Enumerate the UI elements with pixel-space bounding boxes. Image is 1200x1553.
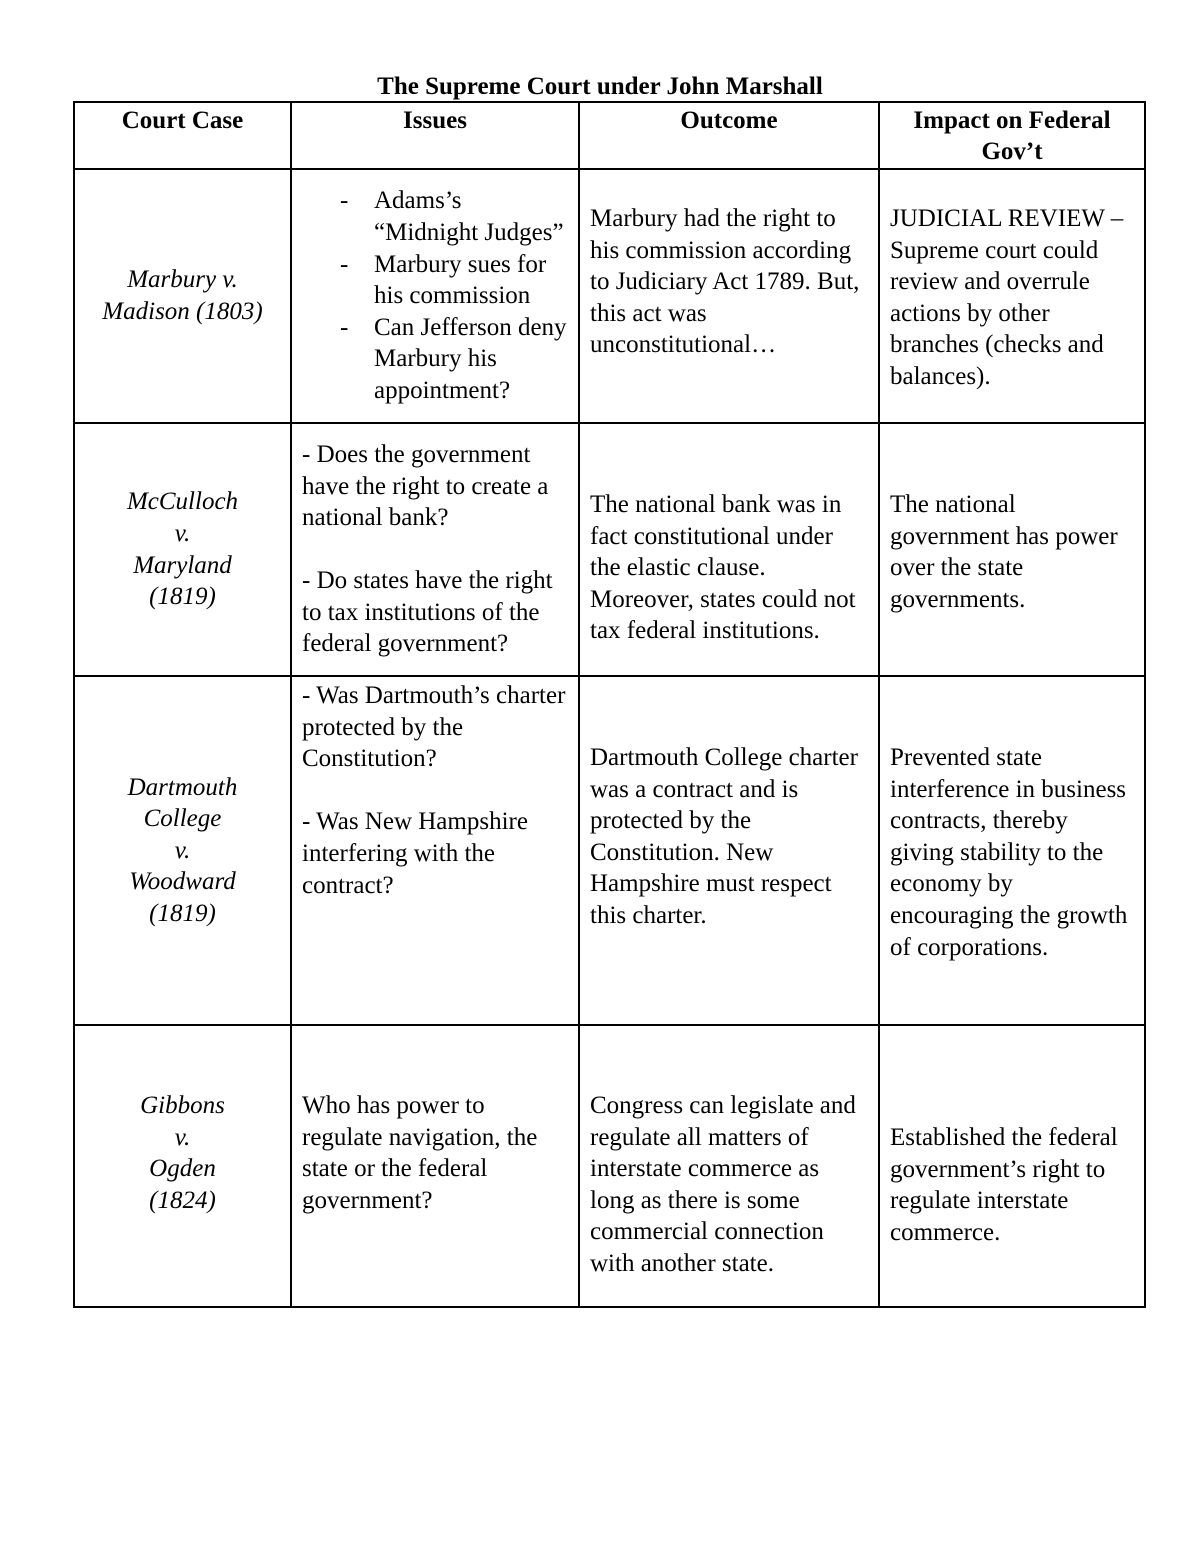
header-row	[74, 102, 1145, 169]
case-name-line: v.	[174, 836, 191, 864]
case-name-line: Gibbons	[140, 1092, 225, 1119]
issues-cell	[291, 1025, 579, 1307]
case-name-cell	[74, 1025, 291, 1307]
issues-cell	[291, 169, 579, 423]
issues-list	[302, 185, 568, 406]
case-name-line: Dartmouth	[127, 773, 238, 801]
impact-cell	[879, 1025, 1145, 1307]
issue-item: - Marbury sues for his commission	[374, 249, 568, 312]
issue-paragraph: Who has power to regulate navigation, the state or the federal government?	[302, 1092, 538, 1214]
outcome-text: Dartmouth College charter was a contract and is protected by the Constitution. New Hampshire must respect this charter.	[590, 744, 858, 929]
impact-text: JUDICIAL REVIEW – Supreme court could review and overrule actions by other branches (checks and balances).	[890, 205, 1124, 390]
issue-item: - Adams’s “Midnight Judges”	[374, 185, 568, 248]
impact-text: The national government has power over the state governments.	[890, 491, 1118, 613]
case-name-cell	[74, 423, 291, 676]
issue-item: - Can Jefferson deny Marbury his appointment?	[374, 312, 568, 407]
issue-paragraph: - Was Dartmouth’s charter protected by the Constitution?	[302, 682, 566, 773]
issue-paragraph: - Was New Hampshire interfering with the contract?	[302, 808, 528, 899]
outcome-cell	[579, 1025, 879, 1307]
case-name-line: (1824)	[149, 1186, 216, 1214]
case-name-line: (1819)	[149, 583, 216, 611]
case-name-line: Marbury v.	[127, 266, 238, 294]
case-name-line: v.	[174, 1123, 191, 1151]
issue-paragraph: - Do states have the right to tax institutions of the federal government?	[302, 567, 553, 658]
marshall-court-table	[73, 101, 1146, 1308]
header-issues: Issues	[291, 102, 579, 169]
outcome-text: The national bank was in fact constitutional under the elastic clause. Moreover, states could not tax federal institutions.	[590, 491, 856, 645]
case-name-line: McCulloch	[126, 488, 239, 516]
impact-text: Prevented state interference in business contracts, thereby giving stability to the economy by encouraging the growth of corporations.	[890, 744, 1128, 961]
case-name-cell	[74, 676, 291, 1025]
outcome-cell	[579, 676, 879, 1025]
issues-cell	[291, 676, 579, 1025]
table-row	[74, 169, 1145, 423]
outcome-text: Marbury had the right to his commission according to Judiciary Act 1789. But, this act was unconstitutional…	[590, 205, 860, 359]
case-name-cell	[74, 169, 291, 423]
table-row	[74, 1025, 1145, 1307]
case-name-line: (1819)	[149, 899, 216, 927]
case-name-line: Ogden	[149, 1155, 216, 1183]
case-name-line: v.	[174, 519, 191, 547]
header-outcome: Outcome	[579, 102, 879, 169]
outcome-cell	[579, 169, 879, 423]
outcome-text: Congress can legislate and regulate all matters of interstate commerce as long as there is some commercial connection with another state.	[590, 1092, 856, 1277]
case-name-line: Madison (1803)	[102, 298, 263, 325]
table-row	[74, 676, 1145, 1025]
issue-paragraph: - Does the government have the right to create a national bank?	[302, 440, 549, 532]
impact-cell	[879, 423, 1145, 676]
header-impact: Impact on Federal Gov’t	[879, 102, 1145, 169]
paragraph-gap	[302, 534, 568, 566]
header-court-case: Court Case	[74, 102, 291, 169]
paragraph-gap	[302, 775, 568, 807]
impact-text: Established the federal government’s right to regulate interstate commerce.	[890, 1124, 1118, 1246]
case-name-line: Woodward	[129, 868, 236, 896]
impact-cell	[879, 169, 1145, 423]
outcome-cell	[579, 423, 879, 676]
case-name-line: Maryland	[133, 551, 232, 579]
issues-cell	[291, 423, 579, 676]
table-row	[74, 423, 1145, 676]
document-title: The Supreme Court under John Marshall	[377, 73, 823, 100]
impact-cell	[879, 676, 1145, 1025]
case-name-line: College	[143, 805, 222, 833]
